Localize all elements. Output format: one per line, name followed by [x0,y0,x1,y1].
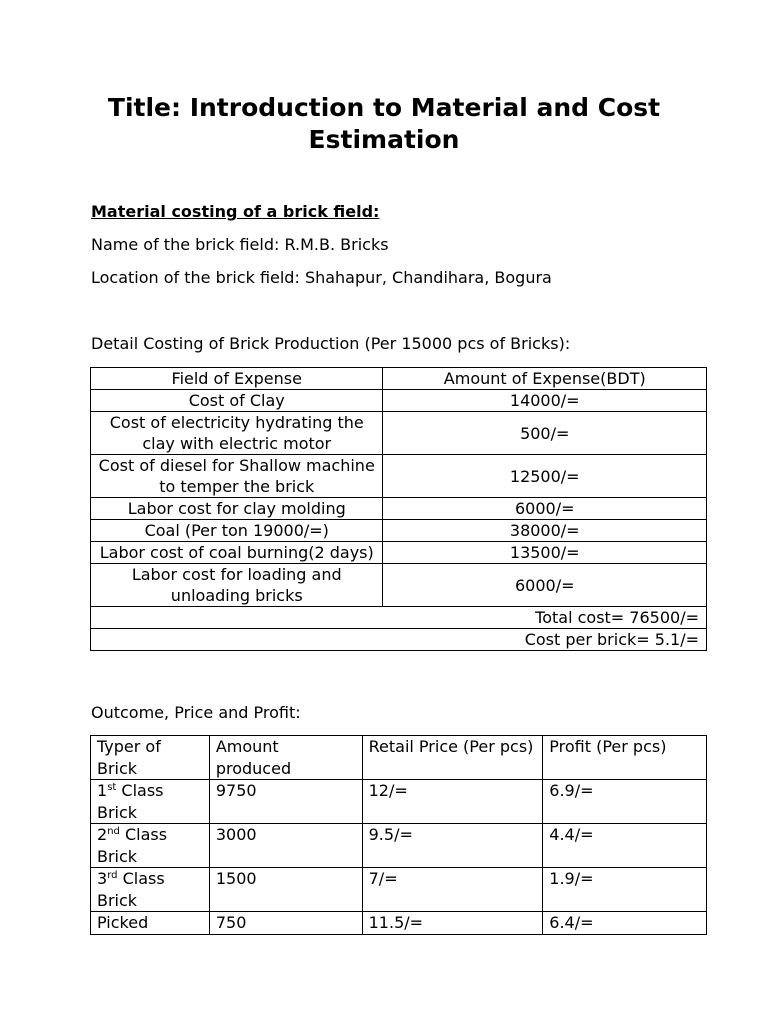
table-row [91,520,707,542]
cost-amount-cell: 13500/= [383,542,707,564]
cost-field-cell: Labor cost for loading and unloading bricks [91,564,383,607]
table-row [91,564,707,607]
cost-amount-cell: 6000/= [383,498,707,520]
cost-field-cell: Labor cost for clay molding [91,498,383,520]
profit-cell: 1.9/= [543,868,707,912]
table-row [91,868,707,912]
cost-amount-cell: 12500/= [383,455,707,498]
detail-costing-caption: Detail Costing of Brick Production (Per 15000 pcs of Bricks): [91,334,571,353]
brick-field-location: Location of the brick field: Shahapur, Chandihara, Bogura [91,268,552,287]
table-row [91,412,707,455]
outcome-caption: Outcome, Price and Profit: [91,703,301,722]
cost-amount-cell: 500/= [383,412,707,455]
amount-produced-cell: 750 [209,912,362,935]
amount-produced-cell: 1500 [209,868,362,912]
cost-per-brick-row [91,629,707,651]
profit-header-amount: Amount produced [209,736,362,780]
cost-table [90,367,707,651]
cost-header-field: Field of Expense [91,368,383,390]
brick-type-number: 3 [97,869,108,888]
cost-field-cell: Cost of diesel for Shallow machine to temper the brick [91,455,383,498]
brick-type-cell [91,780,210,824]
brick-type-cell [91,824,210,868]
cost-amount-cell: 14000/= [383,390,707,412]
table-row [91,390,707,412]
cost-header-amount: Amount of Expense(BDT) [383,368,707,390]
retail-price-cell: 11.5/= [362,912,543,935]
profit-cell: 6.4/= [543,912,707,935]
table-row [91,542,707,564]
amount-produced-cell: 9750 [209,780,362,824]
brick-type-number: Picked [97,913,149,932]
profit-cell: 6.9/= [543,780,707,824]
brick-type-class: Class Brick [97,825,168,866]
brick-type-ordinal: st [107,782,117,793]
brick-type-ordinal: rd [107,870,118,881]
brick-type-number: 2 [97,825,108,844]
amount-produced-cell: 3000 [209,824,362,868]
cost-field-cell: Labor cost of coal burning(2 days) [91,542,383,564]
cost-field-cell: Cost of electricity hydrating the clay with electric motor [91,412,383,455]
profit-table-header-row [91,736,707,780]
brick-type-number: 1 [97,781,108,800]
profit-header-type: Typer of Brick [91,736,210,780]
table-row [91,498,707,520]
cost-field-cell: Cost of Clay [91,390,383,412]
profit-table [90,735,707,935]
brick-field-name: Name of the brick field: R.M.B. Bricks [91,235,389,254]
profit-header-price: Retail Price (Per pcs) [362,736,543,780]
table-row [91,824,707,868]
brick-type-cell [91,912,210,935]
section-heading: Material costing of a brick field: [91,202,380,221]
cost-per-brick: Cost per brick= 5.1/= [91,629,707,651]
brick-type-cell [91,868,210,912]
cost-field-cell: Coal (Per ton 19000/=) [91,520,383,542]
cost-table-header-row [91,368,707,390]
retail-price-cell: 7/= [362,868,543,912]
total-cost-row [91,607,707,629]
table-row [91,780,707,824]
table-row [91,455,707,498]
cost-amount-cell: 38000/= [383,520,707,542]
retail-price-cell: 9.5/= [362,824,543,868]
profit-cell: 4.4/= [543,824,707,868]
page-title: Title: Introduction to Material and Cost Estimation [107,93,661,154]
cost-amount-cell: 6000/= [383,564,707,607]
total-cost: Total cost= 76500/= [91,607,707,629]
brick-type-class: Class Brick [97,869,165,910]
retail-price-cell: 12/= [362,780,543,824]
brick-type-class: Class Brick [97,781,164,822]
profit-header-profit: Profit (Per pcs) [543,736,707,780]
table-row [91,912,707,935]
brick-type-ordinal: nd [107,826,120,837]
